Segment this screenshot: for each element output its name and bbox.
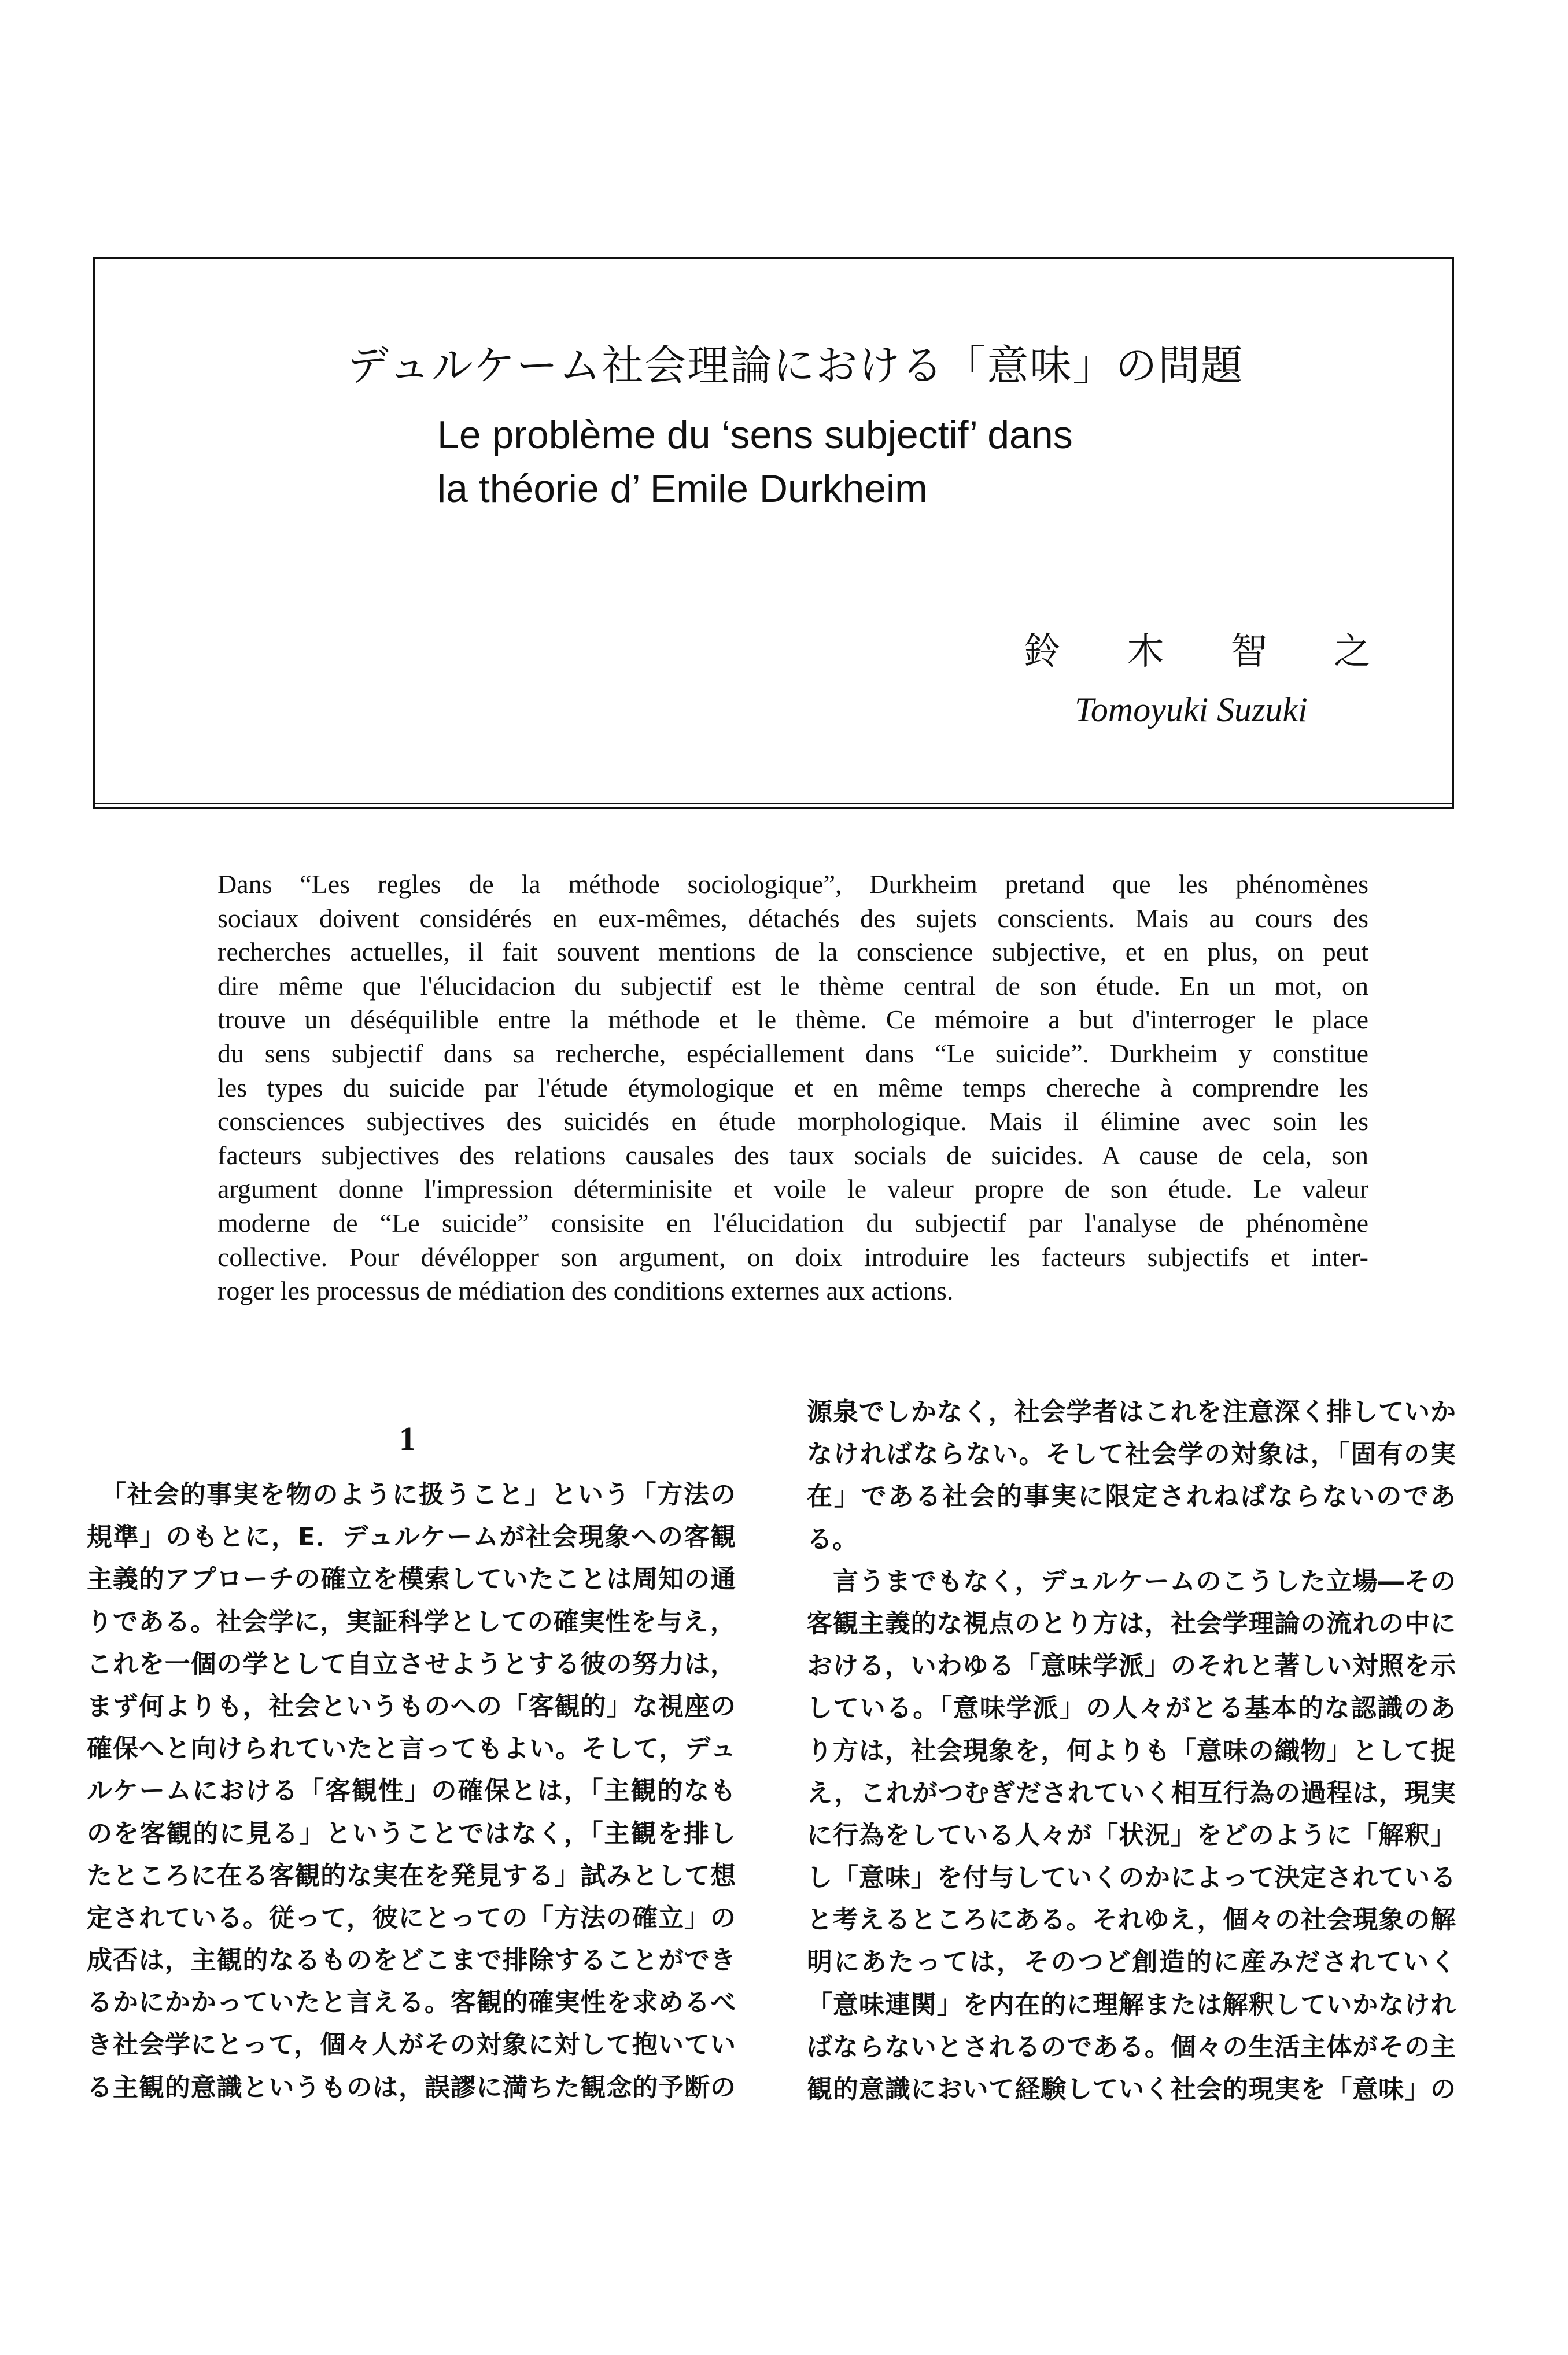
body-text-line: 成否は，主観的なるものをどこまで排除することができ [87, 1946, 736, 1976]
section-number: 1 [399, 1420, 416, 1457]
body-text-line: ばならないとされるのである。個々の生活主体がその主 [807, 2032, 1456, 2062]
abstract-line: sociaux doivent considérés en eux-mêmes, détachés des sujets conscients. Mais au cours des [217, 903, 1368, 933]
body-text-line: なければならない。そして社会学の対象は，「固有の実 [807, 1439, 1456, 1470]
body-text-line: る主観的意識というものは，誤謬に満ちた観念的予断の [87, 2072, 736, 2102]
body-text-line: 源泉でしかなく，社会学者はこれを注意深く排していか [807, 1397, 1456, 1427]
body-text-line: き社会学にとって，個々人がその対象に対して抱いてい [87, 2030, 736, 2060]
abstract-line: roger les processus de médiation des conditions externes aux actions. [217, 1276, 954, 1306]
body-text-line: るかにかかっていたと言える。客観的確実性を求めるべ [87, 1988, 736, 2018]
body-text-line: これを一個の学として自立させようとする彼の努力は， [87, 1649, 736, 1679]
body-text-line: 明にあたっては，そのつど創造的に産みだされていく [807, 1947, 1456, 1977]
frame-bottom-rule-2 [93, 807, 1454, 809]
body-text-line: り方は，社会現象を，何よりも「意味の織物」として捉 [807, 1736, 1456, 1766]
body-left-column [87, 1474, 736, 2109]
author-char: 智 [1230, 630, 1268, 673]
body-text-line: 確保へと向けられていたと言ってもよい。そして，デュ [87, 1734, 736, 1764]
author-english: Tomoyuki Suzuki [1075, 691, 1308, 729]
abstract-line: dire même que l'élucidacion du subjectif est le thème central de son étude. En un mot, on [217, 970, 1368, 1001]
frame-bottom-rule [93, 803, 1454, 804]
body-text-line: ルケームにおける「客観性」の確保とは，「主観的なも [87, 1776, 736, 1806]
title-french-line-2: la théorie d’ Emile Durkheim [437, 467, 928, 511]
body-text-line: に行為をしている人々が「状況」をどのように「解釈」 [807, 1820, 1456, 1850]
abstract-line: Dans “Les regles de la méthode sociologique”, Durkheim pretand que les phénomènes [217, 869, 1368, 899]
abstract-line: facteurs subjectives des relations causales des taux socials de suicides. A cause de cela, son [217, 1140, 1368, 1170]
author-char: 之 [1333, 630, 1371, 673]
body-text-line: え，これがつむぎだされていく相互行為の過程は，現実 [807, 1778, 1456, 1808]
abstract-line: trouve un déséquilible entre la méthode et le thème. Ce mémoire a but d'interroger le place [217, 1005, 1368, 1035]
frame-top-rule [93, 257, 1454, 259]
body-text-line: たところに在る客観的な実在を発見する」試みとして想 [87, 1861, 736, 1891]
body-text-line: 言うまでもなく，デュルケームのこうした立場―その [807, 1566, 1456, 1596]
body-text-line: 主義的アプローチの確立を模索していたことは周知の通 [87, 1564, 736, 1594]
abstract [217, 868, 1368, 1308]
body-text-line: 定されている。従って，彼にとっての「方法の確立」の [87, 1903, 736, 1933]
body-text-line: る。 [807, 1524, 858, 1554]
body-text-line: 「意味連関」を内在的に理解または解釈していかなけれ [807, 1989, 1456, 2020]
abstract-line: argument donne l'impression déterminisite et voile le valeur propre de son étude. Le valeur [217, 1174, 1368, 1204]
abstract-line: du sens subjectif dans sa recherche, espéciallement dans “Le suicide”. Durkheim y constitue [217, 1038, 1368, 1068]
abstract-line: moderne de “Le suicide” consisite en l'élucidation du subjectif par l'analyse de phénomène [217, 1208, 1368, 1238]
body-text-line: おける，いわゆる「意味学派」のそれと著しい対照を示 [807, 1651, 1456, 1681]
body-text-line: 「社会的事実を物のように扱うこと」という「方法の [87, 1480, 736, 1509]
body-text-line: 在」である社会的事実に限定されねばならないのであ [807, 1482, 1456, 1512]
body-text-line: 観的意識において経験していく社会的現実を「意味」の [807, 2075, 1456, 2104]
author-char: 鈴 [1024, 630, 1061, 673]
abstract-line: consciences subjectives des suicidés en étude morphologique. Mais il élimine avec soin les [217, 1106, 1368, 1136]
title-french-line-1: Le problème du ‘sens subjectif’ dans [437, 413, 1073, 457]
author-japanese [1024, 630, 1371, 673]
body-text-line: 客観主義的な視点のとり方は，社会学理論の流れの中に [807, 1608, 1456, 1638]
title-japanese: デュルケーム社会理論における「意味」の問題 [347, 341, 1244, 390]
frame-left-rule [93, 257, 95, 809]
body-text-line: りである。社会学に，実証科学としての確実性を与え， [87, 1607, 736, 1637]
abstract-line: recherches actuelles, il fait souvent mentions de la conscience subjective, et en plus, on peut [217, 937, 1368, 967]
body-text-line: している。「意味学派」の人々がとる基本的な認識のあ [807, 1693, 1456, 1723]
body-text-line: 規準」のもとに，E．デュルケームが社会現象への客観 [87, 1522, 736, 1552]
body-text-line: のを客観的に見る」ということではなく，「主観を排し [87, 1818, 736, 1848]
body-right-column [807, 1391, 1456, 2110]
abstract-line: les types du suicide par l'étude étymologique et en même temps chereche à comprendre les [217, 1072, 1368, 1102]
author-char: 木 [1127, 630, 1164, 673]
body-text-line: まず何よりも，社会というものへの「客観的」な視座の [87, 1691, 736, 1721]
frame-right-rule [1452, 257, 1454, 809]
abstract-line: collective. Pour dévélopper son argument, on doix introduire les facteurs subjectifs et inter- [217, 1242, 1368, 1272]
body-text-line: と考えるところにある。それゆえ，個々の社会現象の解 [807, 1905, 1456, 1935]
body-text-line: し「意味」を付与していくのかによって決定されている [807, 1863, 1456, 1893]
